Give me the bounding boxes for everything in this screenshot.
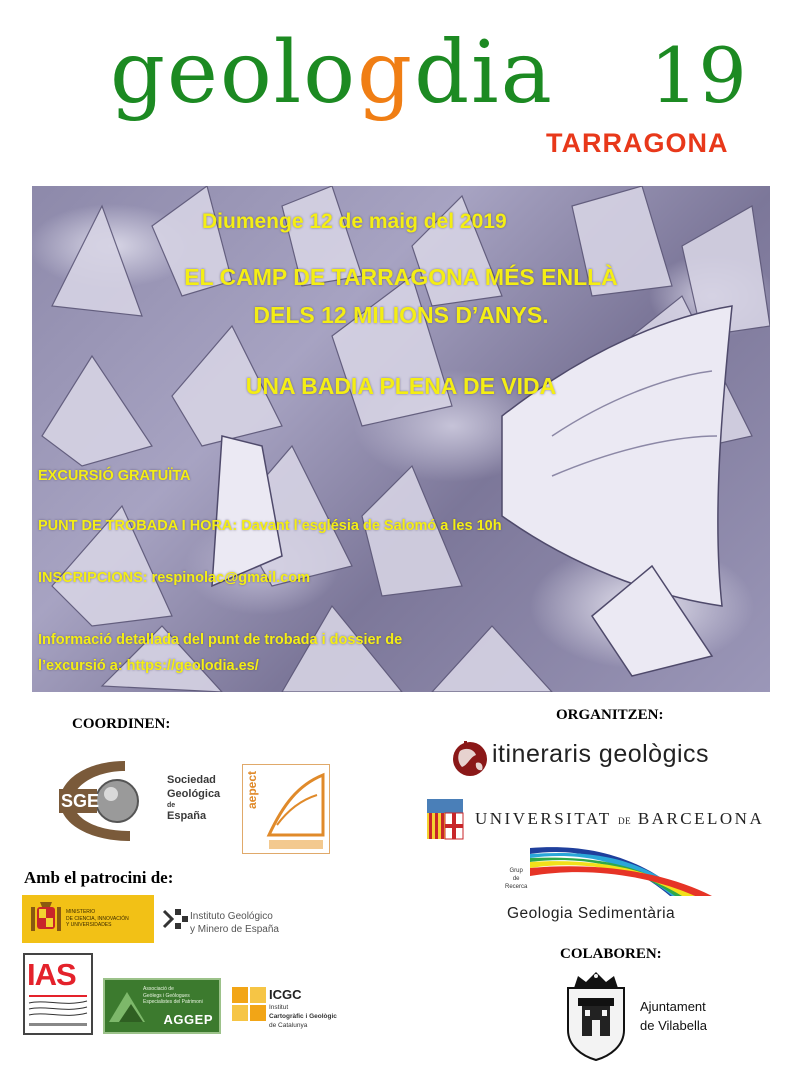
event-date: Diumenge 12 de maig del 2019 bbox=[202, 210, 507, 233]
vilabella-shield-icon bbox=[560, 970, 632, 1062]
ub-name-main: UNIVERSITAT bbox=[475, 809, 612, 828]
sge-name-line-3: de bbox=[167, 801, 176, 809]
icgc-logo bbox=[232, 985, 362, 1035]
headline-line-3: UNA BADIA PLENA DE VIDA bbox=[245, 373, 557, 399]
event-title bbox=[110, 23, 554, 123]
event-logo bbox=[110, 23, 750, 160]
globe-icon bbox=[450, 737, 490, 779]
ministry-name bbox=[66, 909, 129, 929]
event-city: TARRAGONA bbox=[546, 128, 729, 158]
meeting-point-info: PUNT DE TROBADA I HORA: Davant l’església de Salomó a les 10h bbox=[38, 518, 502, 534]
ub-shield-icon bbox=[425, 797, 465, 841]
ministry-banner bbox=[22, 895, 154, 943]
title-part-3: dia bbox=[414, 23, 554, 123]
shark-teeth-illustration bbox=[32, 186, 770, 692]
title-part-1: geolo bbox=[110, 23, 358, 123]
gs-grup-line-2: de bbox=[512, 875, 520, 882]
title-part-2: g bbox=[357, 23, 415, 123]
aggep-small-1: Associació de bbox=[143, 986, 174, 992]
registration-info[interactable]: INSCRIPCIONS: respinolac@gmail.com bbox=[38, 570, 310, 586]
icgc-line-3: de Catalunya bbox=[269, 1021, 308, 1029]
igme-line-2: y Minero de España bbox=[190, 923, 279, 935]
aepect-logo bbox=[242, 764, 330, 854]
sge-name-line-4: España bbox=[167, 810, 207, 823]
organizers-heading: ORGANITZEN: bbox=[556, 707, 664, 723]
ajuntament-vilabella-logo bbox=[560, 970, 720, 1060]
ministry-line-1: MINISTERIO bbox=[66, 909, 96, 915]
ub-name-de: DE bbox=[618, 816, 632, 826]
ministry-line-2: DE CIENCIA, INNOVACIÓN bbox=[66, 915, 129, 922]
igme-line-1: Instituto Geológico bbox=[190, 911, 273, 922]
sge-mark-text: SGE bbox=[61, 791, 100, 811]
ajuntament-line-1: Ajuntament bbox=[640, 999, 706, 1014]
ub-name-city: BARCELONA bbox=[637, 809, 765, 828]
sge-logo bbox=[55, 756, 235, 846]
aepect-name: aepect bbox=[245, 770, 259, 809]
ias-stripes-icon bbox=[25, 993, 91, 1033]
igme-mark-icon bbox=[160, 905, 190, 935]
ministry-igme-logo bbox=[22, 895, 290, 945]
ajuntament-name bbox=[640, 998, 707, 1036]
gs-grup-line-3: Recerca bbox=[505, 883, 528, 890]
ub-name bbox=[475, 809, 764, 829]
igme-name bbox=[190, 911, 279, 936]
sedimentary-layers-icon bbox=[500, 846, 725, 906]
sge-name-line-1: Sociedad bbox=[167, 774, 216, 786]
fossil-photo-banner bbox=[32, 186, 770, 692]
sge-name bbox=[167, 774, 220, 824]
coat-of-arms-icon bbox=[28, 899, 64, 939]
sponsors-heading: Amb el patrocini de: bbox=[24, 868, 174, 887]
itineraris-name: itineraris geològics bbox=[492, 740, 710, 768]
aggep-mountain-icon bbox=[107, 986, 147, 1026]
aggep-name: AGGEP bbox=[163, 1012, 213, 1027]
gs-research-group-label bbox=[505, 868, 527, 891]
universitat-barcelona-logo bbox=[425, 797, 785, 841]
more-info-link[interactable]: l’excursió a: https://geolodia.es/ bbox=[38, 658, 259, 674]
ias-name: IAS bbox=[27, 957, 76, 992]
icgc-mark-icon bbox=[232, 987, 266, 1021]
sge-name-line-2: Geológica bbox=[167, 787, 221, 800]
geologia-sedimentaria-name: Geologia Sedimentària bbox=[507, 905, 676, 922]
icgc-line-2: Cartogràfic i Geològic bbox=[269, 1012, 337, 1020]
more-info-line-1: Informació detallada del punt de trobada i dossier de bbox=[38, 632, 403, 648]
icgc-name: ICGC bbox=[269, 987, 302, 1002]
coordinators-heading: COORDINEN: bbox=[72, 716, 171, 732]
event-year: 19 bbox=[650, 31, 747, 120]
collaborators-heading: COLABOREN: bbox=[560, 946, 662, 962]
headline-line-2: DELS 12 MILIONS D’ANYS. bbox=[253, 302, 549, 328]
free-excursion-label: EXCURSIÓ GRATUÏTA bbox=[38, 468, 191, 484]
ias-logo bbox=[23, 953, 93, 1035]
ajuntament-line-2: de Vilabella bbox=[640, 1017, 707, 1033]
sge-emblem-icon bbox=[55, 756, 165, 846]
headline-line-1: EL CAMP DE TARRAGONA MÉS ENLLÀ bbox=[184, 264, 618, 290]
aggep-full-name bbox=[143, 986, 203, 1006]
icgc-full-name bbox=[269, 1004, 337, 1030]
icgc-line-1: Institut bbox=[269, 1004, 289, 1011]
gs-grup-line-1: Grup bbox=[509, 868, 523, 874]
geologia-sedimentaria-logo bbox=[500, 846, 725, 928]
aggep-small-2: Geòlegs i Geòlogues bbox=[143, 992, 190, 999]
itineraris-geologics-logo bbox=[450, 737, 760, 779]
ministry-line-3: Y UNIVERSIDADES bbox=[66, 922, 112, 928]
aggep-logo bbox=[103, 978, 221, 1034]
aggep-small-3: Especialistes del Patrimoni bbox=[143, 999, 203, 1005]
aepect-mountain-icon bbox=[243, 765, 331, 855]
